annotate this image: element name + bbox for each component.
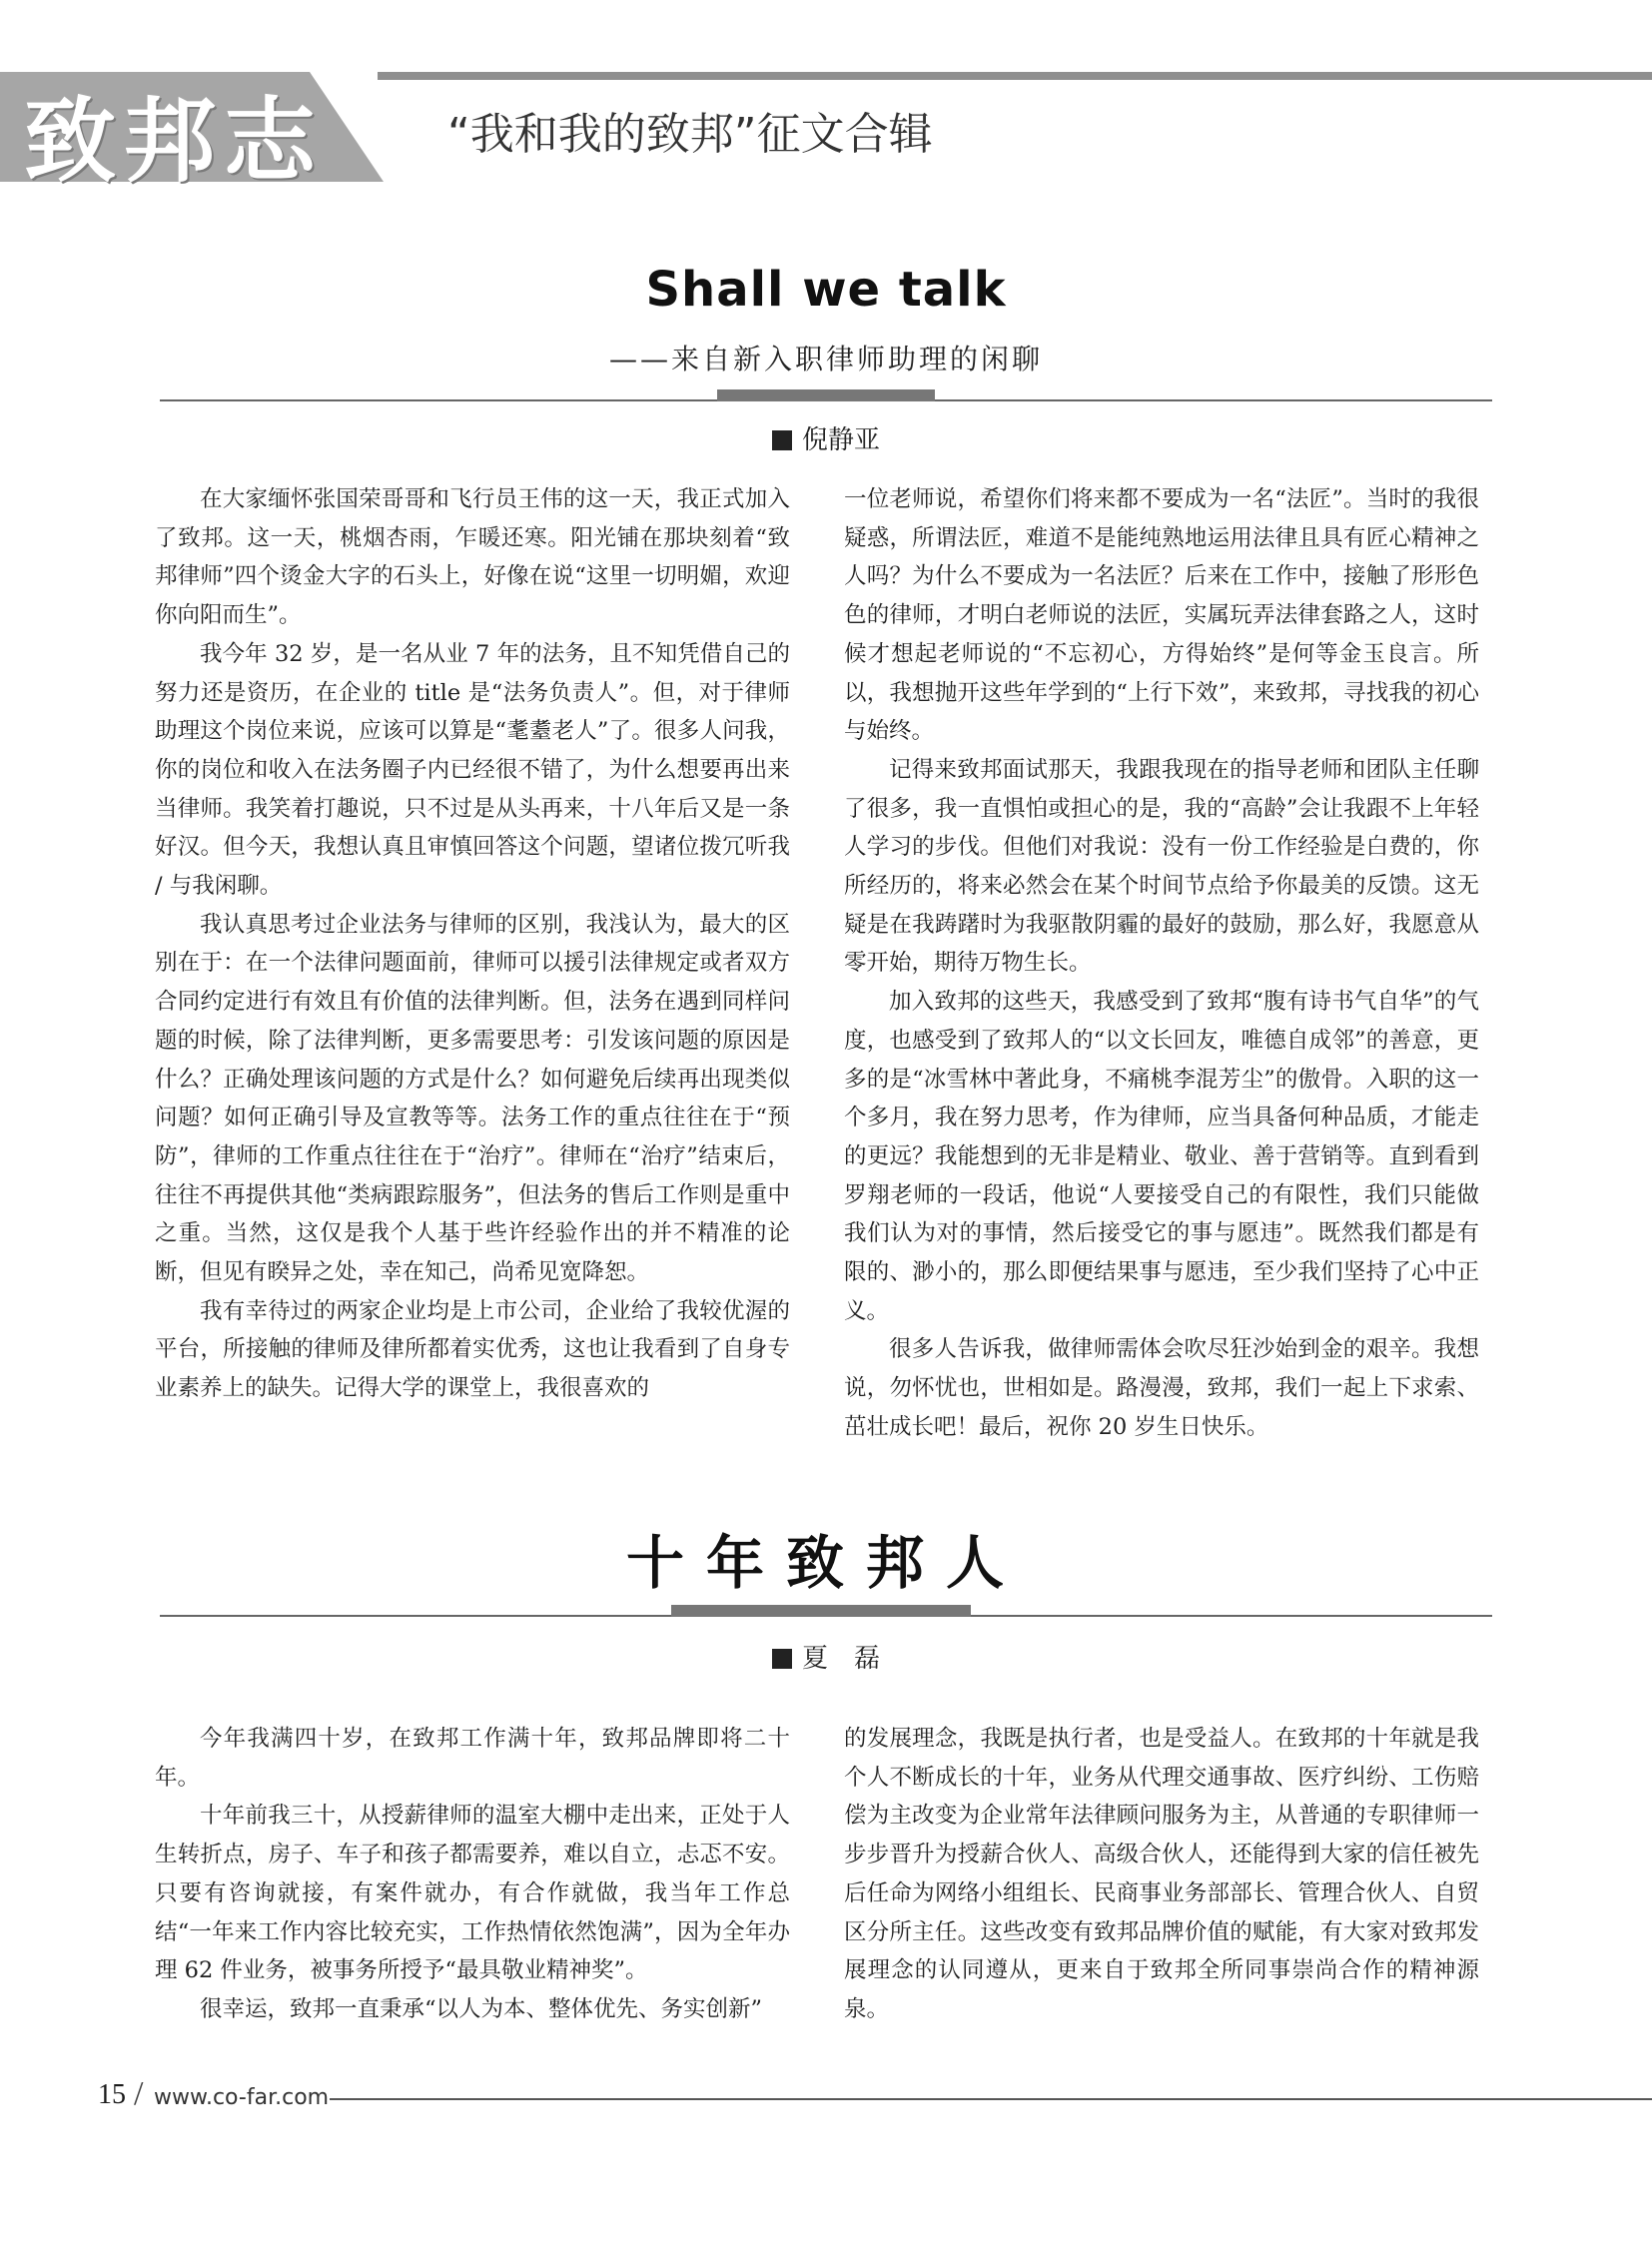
website-link[interactable]: www.co-far.com [154,2085,330,2110]
author-marker-icon [772,430,792,450]
article2-rule-tab [671,1605,971,1617]
article1-subtitle: ——来自新入职律师助理的闲聊 [608,343,1043,375]
article2-title: 十年致邦人 [625,1529,1026,1597]
author-marker-icon [772,1649,792,1669]
paragraph: 我认真思考过企业法务与律师的区别，我浅认为，最大的区别在于：在一个法律问题面前，律师可以援引法律规定或者双方合同约定进行有效且有价值的法律判断。但，法务在遇到同样问题的时候，除了法律判断，更多需要思考：引发该问题的原因是什么？正确处理该问题的方式是什么？如何避免后续再出现类似问题？如何正确引导及宣教等等。法务工作的重点往往在于“预防”，律师的工作重点往往在于“治疗”。律师在“治疗”结束后，往往不再提供其他“类病跟踪服务”，但法务的售后工作则是重中之重。当然，这仅是我个人基于些许经验作出的并不精准的论断，但见有睽异之处，幸在知己，尚希见宽降恕。 [155,911,790,1286]
paragraph: 我有幸待过的两家企业均是上市公司，企业给了我较优渥的平台，所接触的律师及律所都着实优秀，这也让我看到了自身专业素养上的缺失。记得大学的课堂上，我很喜欢的 [155,1297,790,1402]
article1-author [0,419,1652,456]
paragraph: 记得来致邦面试那天，我跟我现在的指导老师和团队主任聊了很多，我一直惧怕或担心的是，我的“高龄”会让我跟不上年轻人学习的步伐。但他们对我说：没有一份工作经验是白费的，你所经历的，将来必然会在某个时间节点给予你最美的反馈。这无疑是在我踌躇时为我驱散阴霾的最好的鼓励，那么好，我愿意从零开始，期待万物生长。 [844,756,1479,977]
paragraph: 十年前我三十，从授薪律师的温室大棚中走出来，正处于人生转折点，房子、车子和孩子都需要养，难以自立，忐忑不安。只要有咨询就接，有案件就办，有合作就做，我当年工作总结“一年来工作内容比较充实，工作热情依然饱满”，因为全年办理 62 件业务，被事务所授予“最具敬业精神奖”。 [155,1803,790,1984]
paragraph: 我今年 32 岁，是一名从业 7 年的法务，且不知凭借自己的努力还是资历，在企业的 title 是“法务负责人”。但，对于律师助理这个岗位来说，应该可以算是“耄耋老人”了。很多人问我，你的岗位和收入在法务圈子内已经很不错了，为什么想要再出来当律师。我笑着打趣说，只不过是从头再来，十八年后又是一条好汉。但今天，我想认真且审慎回答这个问题，望诸位拨冗听我 / 与我闲聊。 [155,640,790,900]
article2-left-column [155,1720,790,2029]
header-rule [378,72,1652,80]
paragraph: 一位老师说，希望你们将来都不要成为一名“法匠”。当时的我很疑惑，所谓法匠，难道不是能纯熟地运用法律且具有匠心精神之人吗？为什么不要成为一名法匠？后来在工作中，接触了形形色色的律师，才明白老师说的法匠，实属玩弄法律套路之人，这时候才想起老师说的“不忘初心，方得始终”是何等金玉良言。所以，我想抛开这些年学到的“上行下效”，来致邦，寻找我的初心与始终。 [844,486,1479,745]
article2-author-name: 夏 磊 [801,1644,880,1674]
paragraph: 加入致邦的这些天，我感受到了致邦“腹有诗书气自华”的气度，也感受到了致邦人的“以文长回友，唯德自成邻”的善意，更多的是“冰雪林中著此身，不痛桃李混芳尘”的傲骨。入职的这一个多月，我在努力思考，作为律师，应当具备何种品质，才能走的更远？我能想到的无非是精业、敬业、善于营销等。直到看到罗翔老师的一段话，他说“人要接受自己的有限性，我们只能做我们认为对的事情，然后接受它的事与愿违”。既然我们都是有限的、渺小的，那么即便结果事与愿违，至少我们坚持了心中正义。 [844,989,1479,1324]
article2-right-column [844,1720,1479,2029]
article2-author [0,1638,1652,1675]
paragraph: 很多人告诉我，做律师需体会吹尽狂沙始到金的艰辛。我想说，勿怀忧也，世相如是。路漫漫，致邦，我们一起上下求索、茁壮成长吧！最后，祝你 20 岁生日快乐。 [844,1336,1479,1440]
paragraph: 在大家缅怀张国荣哥哥和飞行员王伟的这一天，我正式加入了致邦。这一天，桃烟杏雨，乍暖还寒。阳光铺在那块刻着“致邦律师”四个烫金大字的石头上，好像在说“这里一切明媚，欢迎你向阳而生”。 [155,486,790,629]
paragraph: 今年我满四十岁，在致邦工作满十年，致邦品牌即将二十年。 [155,1726,790,1791]
article1-rule-tab [717,389,935,401]
article1-right-column [844,480,1479,1447]
magazine-logo: 致邦志 [24,87,325,195]
paragraph: 的发展理念，我既是执行者，也是受益人。在致邦的十年就是我个人不断成长的十年，业务从代理交通事故、医疗纠纷、工伤赔偿为主改变为企业常年法律顾问服务为主，从普通的专职律师一步步晋升为授薪合伙人、高级合伙人，还能得到大家的信任被先后任命为网络小组组长、民商事业务部部长、管理合伙人、自贸区分所主任。这些改变有致邦品牌价值的赋能，有大家对致邦发展理念的认同遵从，更来自于致邦全所同事崇尚合作的精神源泉。 [844,1726,1479,2022]
paragraph: 很幸运，致邦一直秉承“以人为本、整体优先、务实创新” [200,1995,763,2022]
section-title: “我和我的致邦”征文合辑 [447,109,933,160]
article1-author-name: 倪静亚 [801,425,880,455]
page-footer [98,2075,1652,2119]
article1-title: Shall we talk [645,262,1007,318]
article1-left-column [155,480,790,1408]
footer-rule [330,2098,1652,2100]
footer-slash: / [134,2075,144,2112]
page-number: 15 [98,2079,126,2110]
